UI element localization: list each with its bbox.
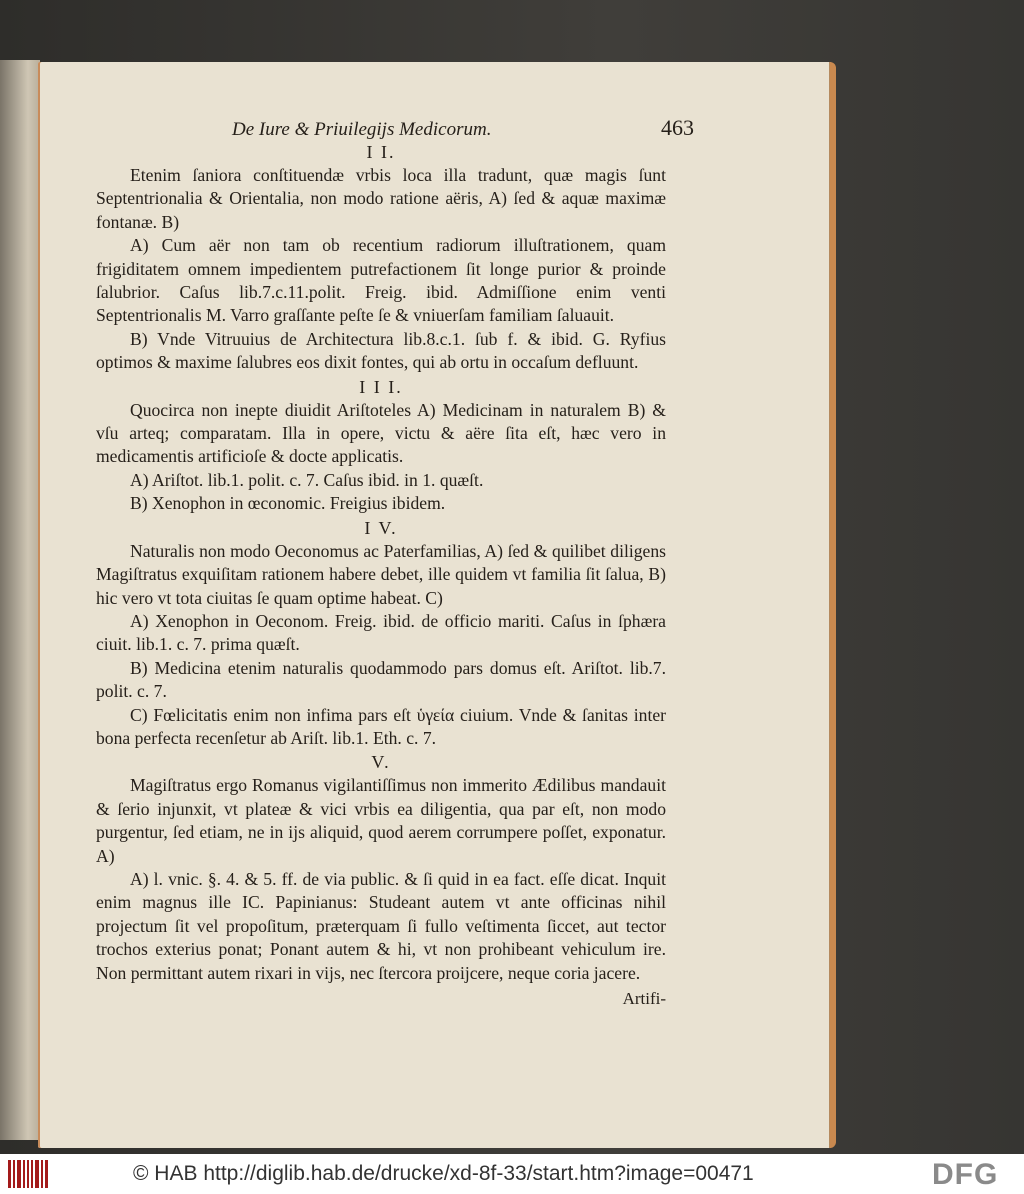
previous-page-edge [0,60,40,1140]
footnote: C) Fœlicitatis enim non infima pars eſt ὑγεία ciuium. Vnde & ſanitas inter bona perfecta recenſetur ab Ariſt. lib.1. Eth. c. 7. [96,704,666,748]
page-header [96,110,694,140]
section-2 [96,140,666,375]
paragraph: Etenim ſaniora conſtituendæ vrbis loca illa tradunt, quæ magis ſunt Septentrionalia & Orientalia, non modo ratione aëris, A) ſed & aquæ maximæ fontanæ. B) [96,165,666,232]
page-content [96,110,694,1010]
footnote: A) Cum aër non tam ob recentium radiorum illuſtrationem, quam frigiditatem omnem impedientem putrefactionem ſit longe purior & proinde ſalubrior. Caſus lib.7.c.11.polit. Freig. ibid. Admiſſione enim venti Septentrionalis M. Varro graſſante peſte ſe & vniuerſam familiam ſaluauit. [96,235,666,326]
catchword: Artifi- [622,989,666,1008]
paragraph: Quocirca non inepte diuidit Ariſtoteles A) Medicinam in naturalem B) & vſu arteq; comparatam. Illa in opere, victu & aëre ſita eſt, hæc vero in medicamentis artificioſe & docte applicatis. [96,399,666,467]
section-5 [96,750,666,985]
section-4 [96,516,666,751]
section-number: V. [371,752,391,773]
footnote: A) l. vnic. §. 4. & 5. ff. de via public. & ſi quid in ea fact. eſſe dicat. Inquit enim magnus ille IC. Papinianus: Studeant autem vt ante officinas nihil projectum ſit vel propoſitum, præterquam ſi fullo veſtimenta ſiccet, aut tector trochos exterius ponat; Ponant autem & hi, vt non prohibeant vehiculum ire. Non permittant autem rixari in vijs, nec ſtercora proijcere, neque coria jacere. [96,868,666,983]
book-page [38,62,836,1148]
footnote: B) Vnde Vitruuius de Architectura lib.8.c.1. ſub f. & ibid. G. Ryfius optimos & maxime ſalubres eos dixit fontes, qui ab ortu in occaſum defluunt. [96,328,666,373]
section-number: I I. [366,142,396,162]
section-3 [96,375,666,516]
hab-barcode-icon [8,1160,48,1188]
running-title: De Iure & Priuilegijs Medicorum. [232,119,492,140]
footnote: B) Xenophon in œconomic. Freigius ibidem. [130,493,446,514]
paragraph: Magiſtratus ergo Romanus vigilantiſſimus non immerito Ædilibus mandauit & ſerio injunxit, vt plateæ & vici vrbis ea diligentia, qua par eſt, non modo purgentur, ſed etiam, ne in ijs aliquid, quod aerem corrumpere poſſet, exponatur. A) [96,775,666,866]
page-number: 463 [661,115,694,140]
section-number: I V. [364,517,398,538]
source-credit-link[interactable]: © HAB http://diglib.hab.de/drucke/xd-8f-33/start.htm?image=00471 [133,1162,754,1185]
footnote: A) Ariſtot. lib.1. polit. c. 7. Caſus ibid. in 1. quæſt. [130,469,484,490]
section-number: I I I. [359,376,403,397]
footnote: B) Medicina etenim naturalis quodammodo pars domus eſt. Ariſtot. lib.7. polit. c. 7. [96,657,666,702]
dfg-logo: DFG [932,1158,999,1191]
paragraph: Naturalis non modo Oeconomus ac Paterfamilias, A) ſed & quilibet diligens Magiſtratus exquiſitam rationem habere debet, ille quidem vt familia ſit ſalua, B) hic vero vt tota ciuitas ſe quam optime habeat. C) [96,540,666,608]
viewer-footer [0,1154,1024,1194]
footnote: A) Xenophon in Oeconom. Freig. ibid. de officio mariti. Caſus in ſphæra ciuit. lib.1. c. 7. prima quæſt. [96,610,666,655]
